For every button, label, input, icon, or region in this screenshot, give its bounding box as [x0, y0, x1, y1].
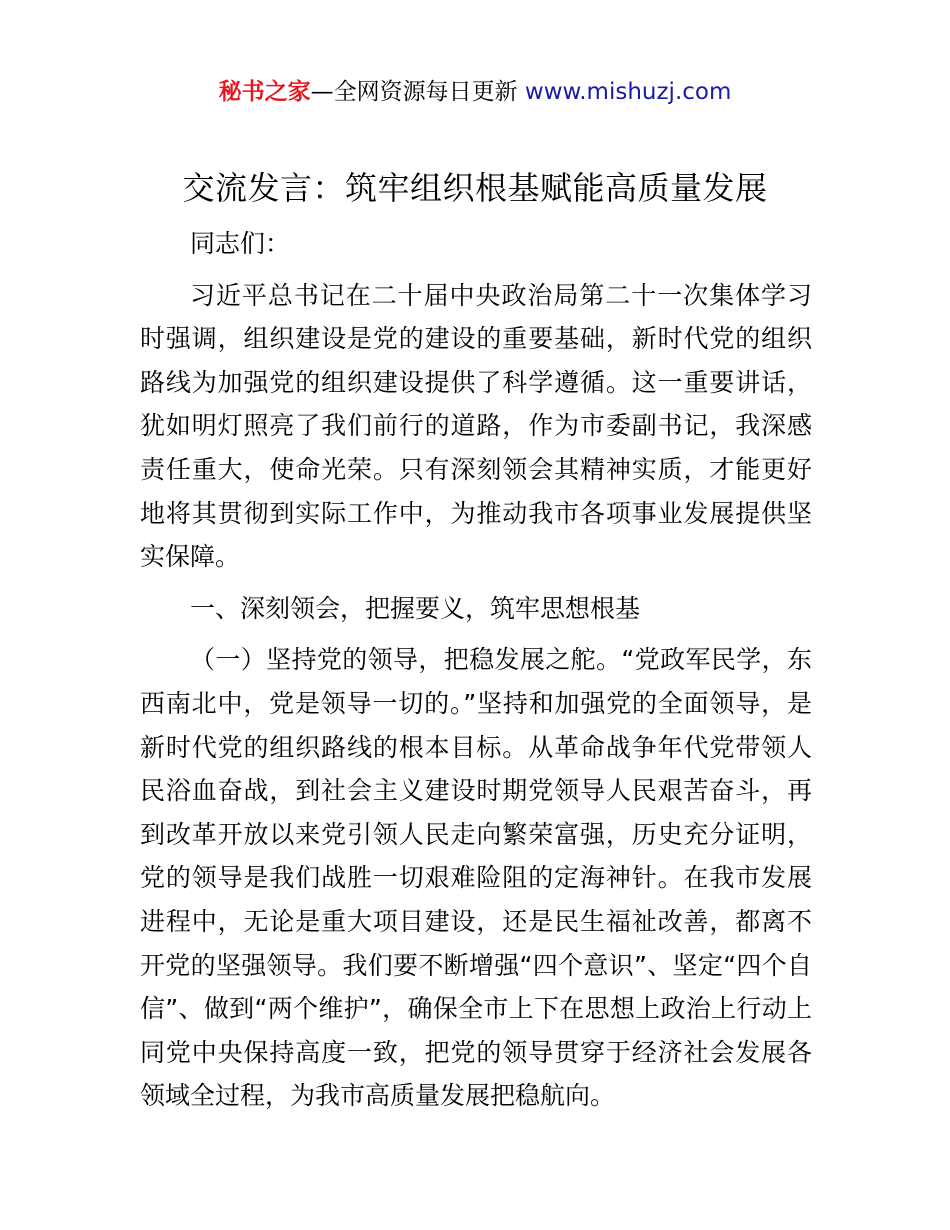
header-tagline: —全网资源每日更新 — [310, 79, 525, 105]
document-title: 交流发言：筑牢组织根基赋能高质量发展 — [182, 169, 768, 207]
document-body — [140, 222, 812, 1118]
site-url-link[interactable]: www.mishuzj.com — [524, 79, 732, 105]
paragraph-party-leadership: （一）坚持党的领导，把稳发展之舵。“党政军民学，东西南北中，党是领导一切的。”坚持和加强党的全面领导，是新时代党的组织路线的根本目标。从革命战争年代党带领人民浴血奋战，到社会主义建设时期党领导人民艰苦奋斗，再到改革开放以来党引领人民走向繁荣富强，历史充分证明，党的领导是我们战胜一切艰难险阻的定海神针。在我市发展进程中，无论是重大项目建设，还是民生福祉改善，都离不开党的坚强领导。我们要不断增强“四个意识”、坚定“四个自信”、做到“两个维护”，确保全市上下在思想上政治上行动上同党中央保持高度一致，把党的领导贯穿于经济社会发展各领域全过程，为我市高质量发展把稳航向。 — [140, 645, 812, 1111]
section-heading: 一、深刻领会，把握要义，筑牢思想根基 — [190, 593, 641, 623]
salutation: 同志们： — [190, 229, 291, 258]
site-header — [0, 74, 950, 110]
paragraph-intro: 习近平总书记在二十届中央政治局第二十一次集体学习时强调，组织建设是党的建设的重要基础，新时代党的组织路线为加强党的组织建设提供了科学遵循。这一重要讲话，犹如明灯照亮了我们前行的道路，作为市委副书记，我深感责任重大，使命光荣。只有深刻领会其精神实质，才能更好地将其贯彻到实际工作中，为推动我市各项事业发展提供坚实保障。 — [140, 280, 812, 572]
brand-name: 秘书之家 — [218, 79, 311, 105]
